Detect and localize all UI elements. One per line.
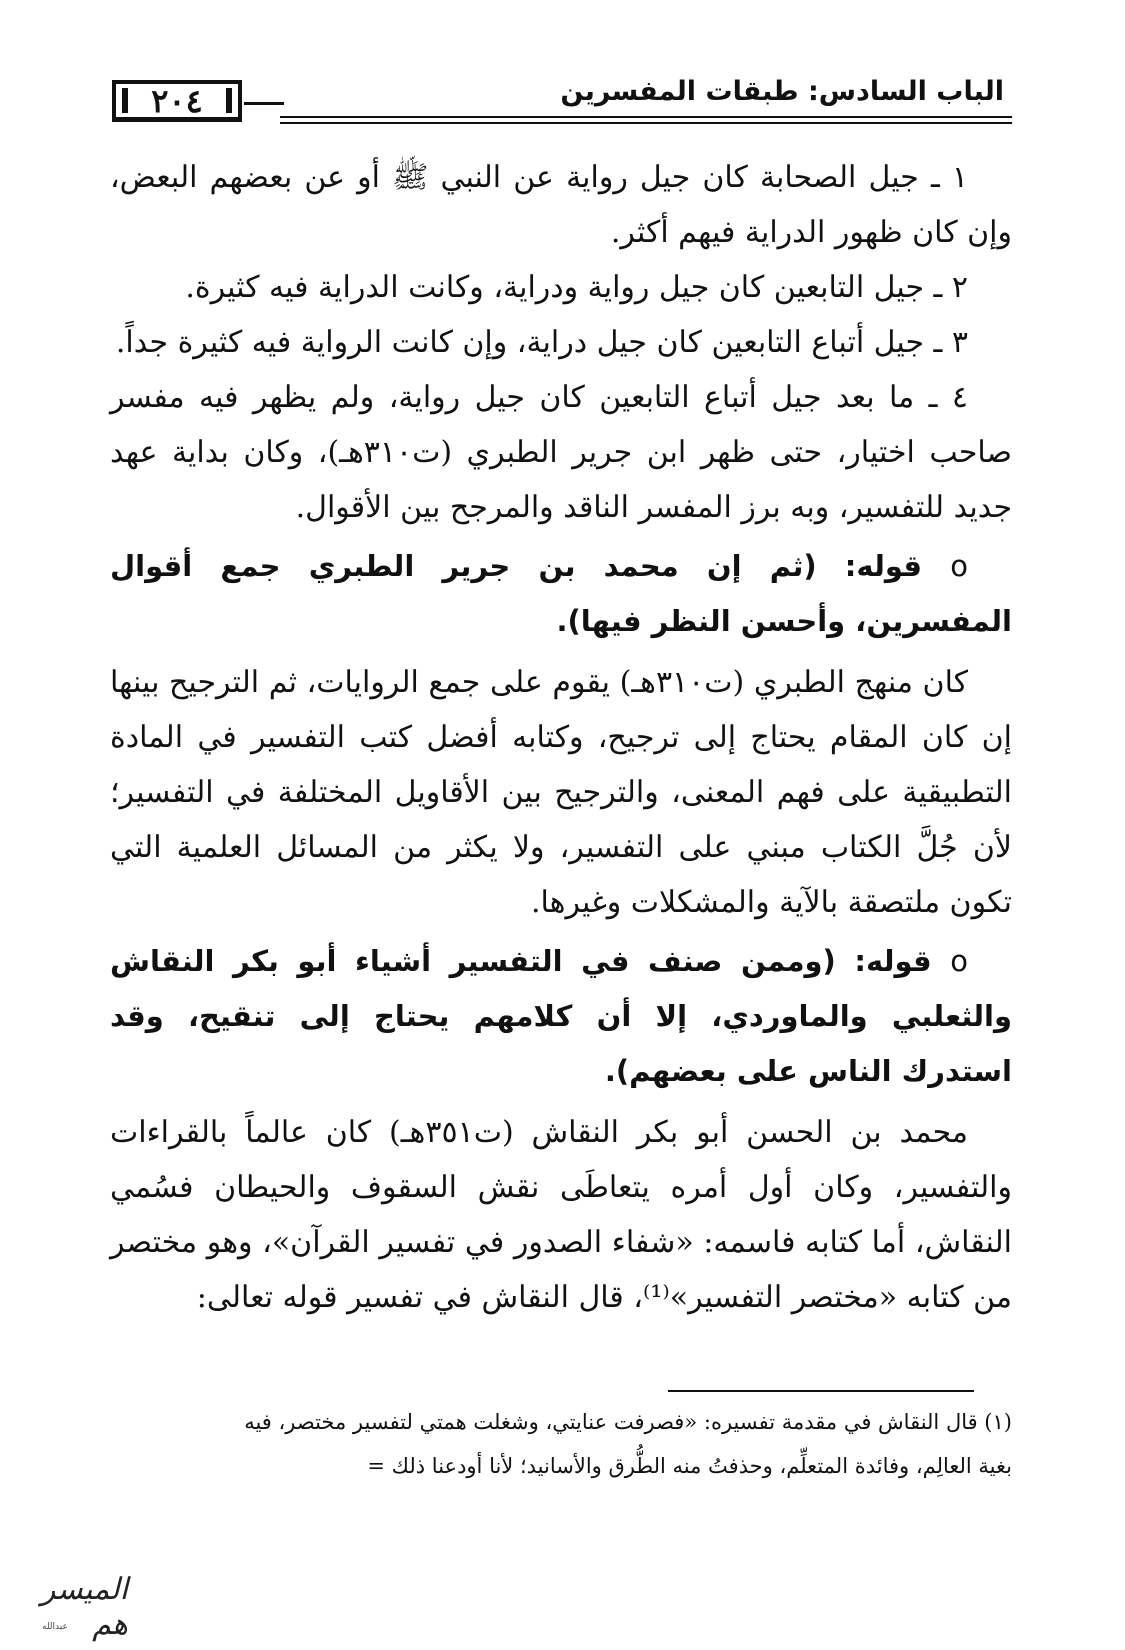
running-title: الباب السادس: طبقات المفسرين (560, 76, 1004, 107)
footnote-rule (668, 1390, 974, 1392)
paragraph-4: ٤ ـ ما بعد جيل أتباع التابعين كان جيل رواية، ولم يظهر فيه مفسر صاحب اختيار، حتى ظهر ابن جرير الطبري (ت٣١٠هـ)، وكان بداية عهد جديد للتفسير، وبه برز المفسر الناقد والمرجح بين الأقوال. (110, 380, 1012, 525)
paragraph-3: ٣ ـ جيل أتباع التابعين كان جيل دراية، وإن كانت الرواية فيه كثيرة جداً. (115, 325, 968, 360)
header-rule-top (280, 116, 1012, 118)
footnote-line-2: بغية العالِم، وفائدة المتعلِّم، وحذفتُ منه الطُّرق والأسانيد؛ لأنا أودعنا ذلك = (367, 1454, 1012, 1478)
quote-1-text: قوله: (ثم إن محمد بن جرير الطبري جمع أقوال المفسرين، وأحسن النظر فيها). (110, 549, 1012, 638)
circle-marker-icon: o (950, 944, 968, 978)
body-text (110, 150, 1012, 1325)
page-header (112, 72, 1012, 134)
header-arrow-line (244, 102, 284, 105)
publisher-logo-sub: عبدالله (42, 1622, 68, 1632)
header-rule-bottom (280, 122, 1012, 124)
footnote (110, 1400, 1012, 1488)
paragraph-1: ١ ـ جيل الصحابة كان جيل رواية عن النبي ﷺ أو عن بعضهم البعض، وإن كان ظهور الدراية فيهم أكثر. (110, 160, 1012, 250)
paragraph-2: ٢ ـ جيل التابعين كان جيل رواية ودراية، وكانت الدراية فيه كثيرة. (185, 270, 968, 305)
footnote-line-1: (١) قال النقاش في مقدمة تفسيره: «فصرفت عنايتي، وشغلت همتي لتفسير مختصر، فيه (244, 1410, 1012, 1434)
publisher-logo: الميسر هم (40, 1572, 128, 1642)
page-number: ٢٠٤ (112, 80, 242, 122)
quote-2 (110, 934, 1012, 1099)
paragraph-6: محمد بن الحسن أبو بكر النقاش (ت٣٥١هـ) كان عالماً بالقراءات والتفسير، وكان أول أمره يتعاطَى نقش السقوف والحيطان فسُمي النقاش، أما كتابه فاسمه: «شفاء الصدور في تفسير القرآن»، وهو مختصر من كتابه «مختصر التفسير»⁽¹⁾، قال النقاش في تفسير قوله تعالى: (110, 1115, 1012, 1315)
paragraph-5: كان منهج الطبري (ت٣١٠هـ) يقوم على جمع الروايات، ثم الترجيح بينها إن كان المقام يحتاج إلى ترجيح، وكتابه أفضل كتب التفسير في المادة التطبيقية على فهم المعنى، والترجيح بين الأقاويل المختلفة في التفسير؛ لأن جُلَّ الكتاب مبني على التفسير، ولا يكثر من المسائل العلمية التي تكون ملتصقة بالآية والمشكلات وغيرها. (110, 665, 1012, 920)
circle-marker-icon: o (950, 549, 968, 583)
quote-1 (110, 539, 1012, 649)
quote-2-text: قوله: (وممن صنف في التفسير أشياء أبو بكر النقاش والثعلبي والماوردي، إلا أن كلامهم يحتاج إلى تنقيح، وقد استدرك الناس على بعضهم). (110, 944, 1012, 1088)
